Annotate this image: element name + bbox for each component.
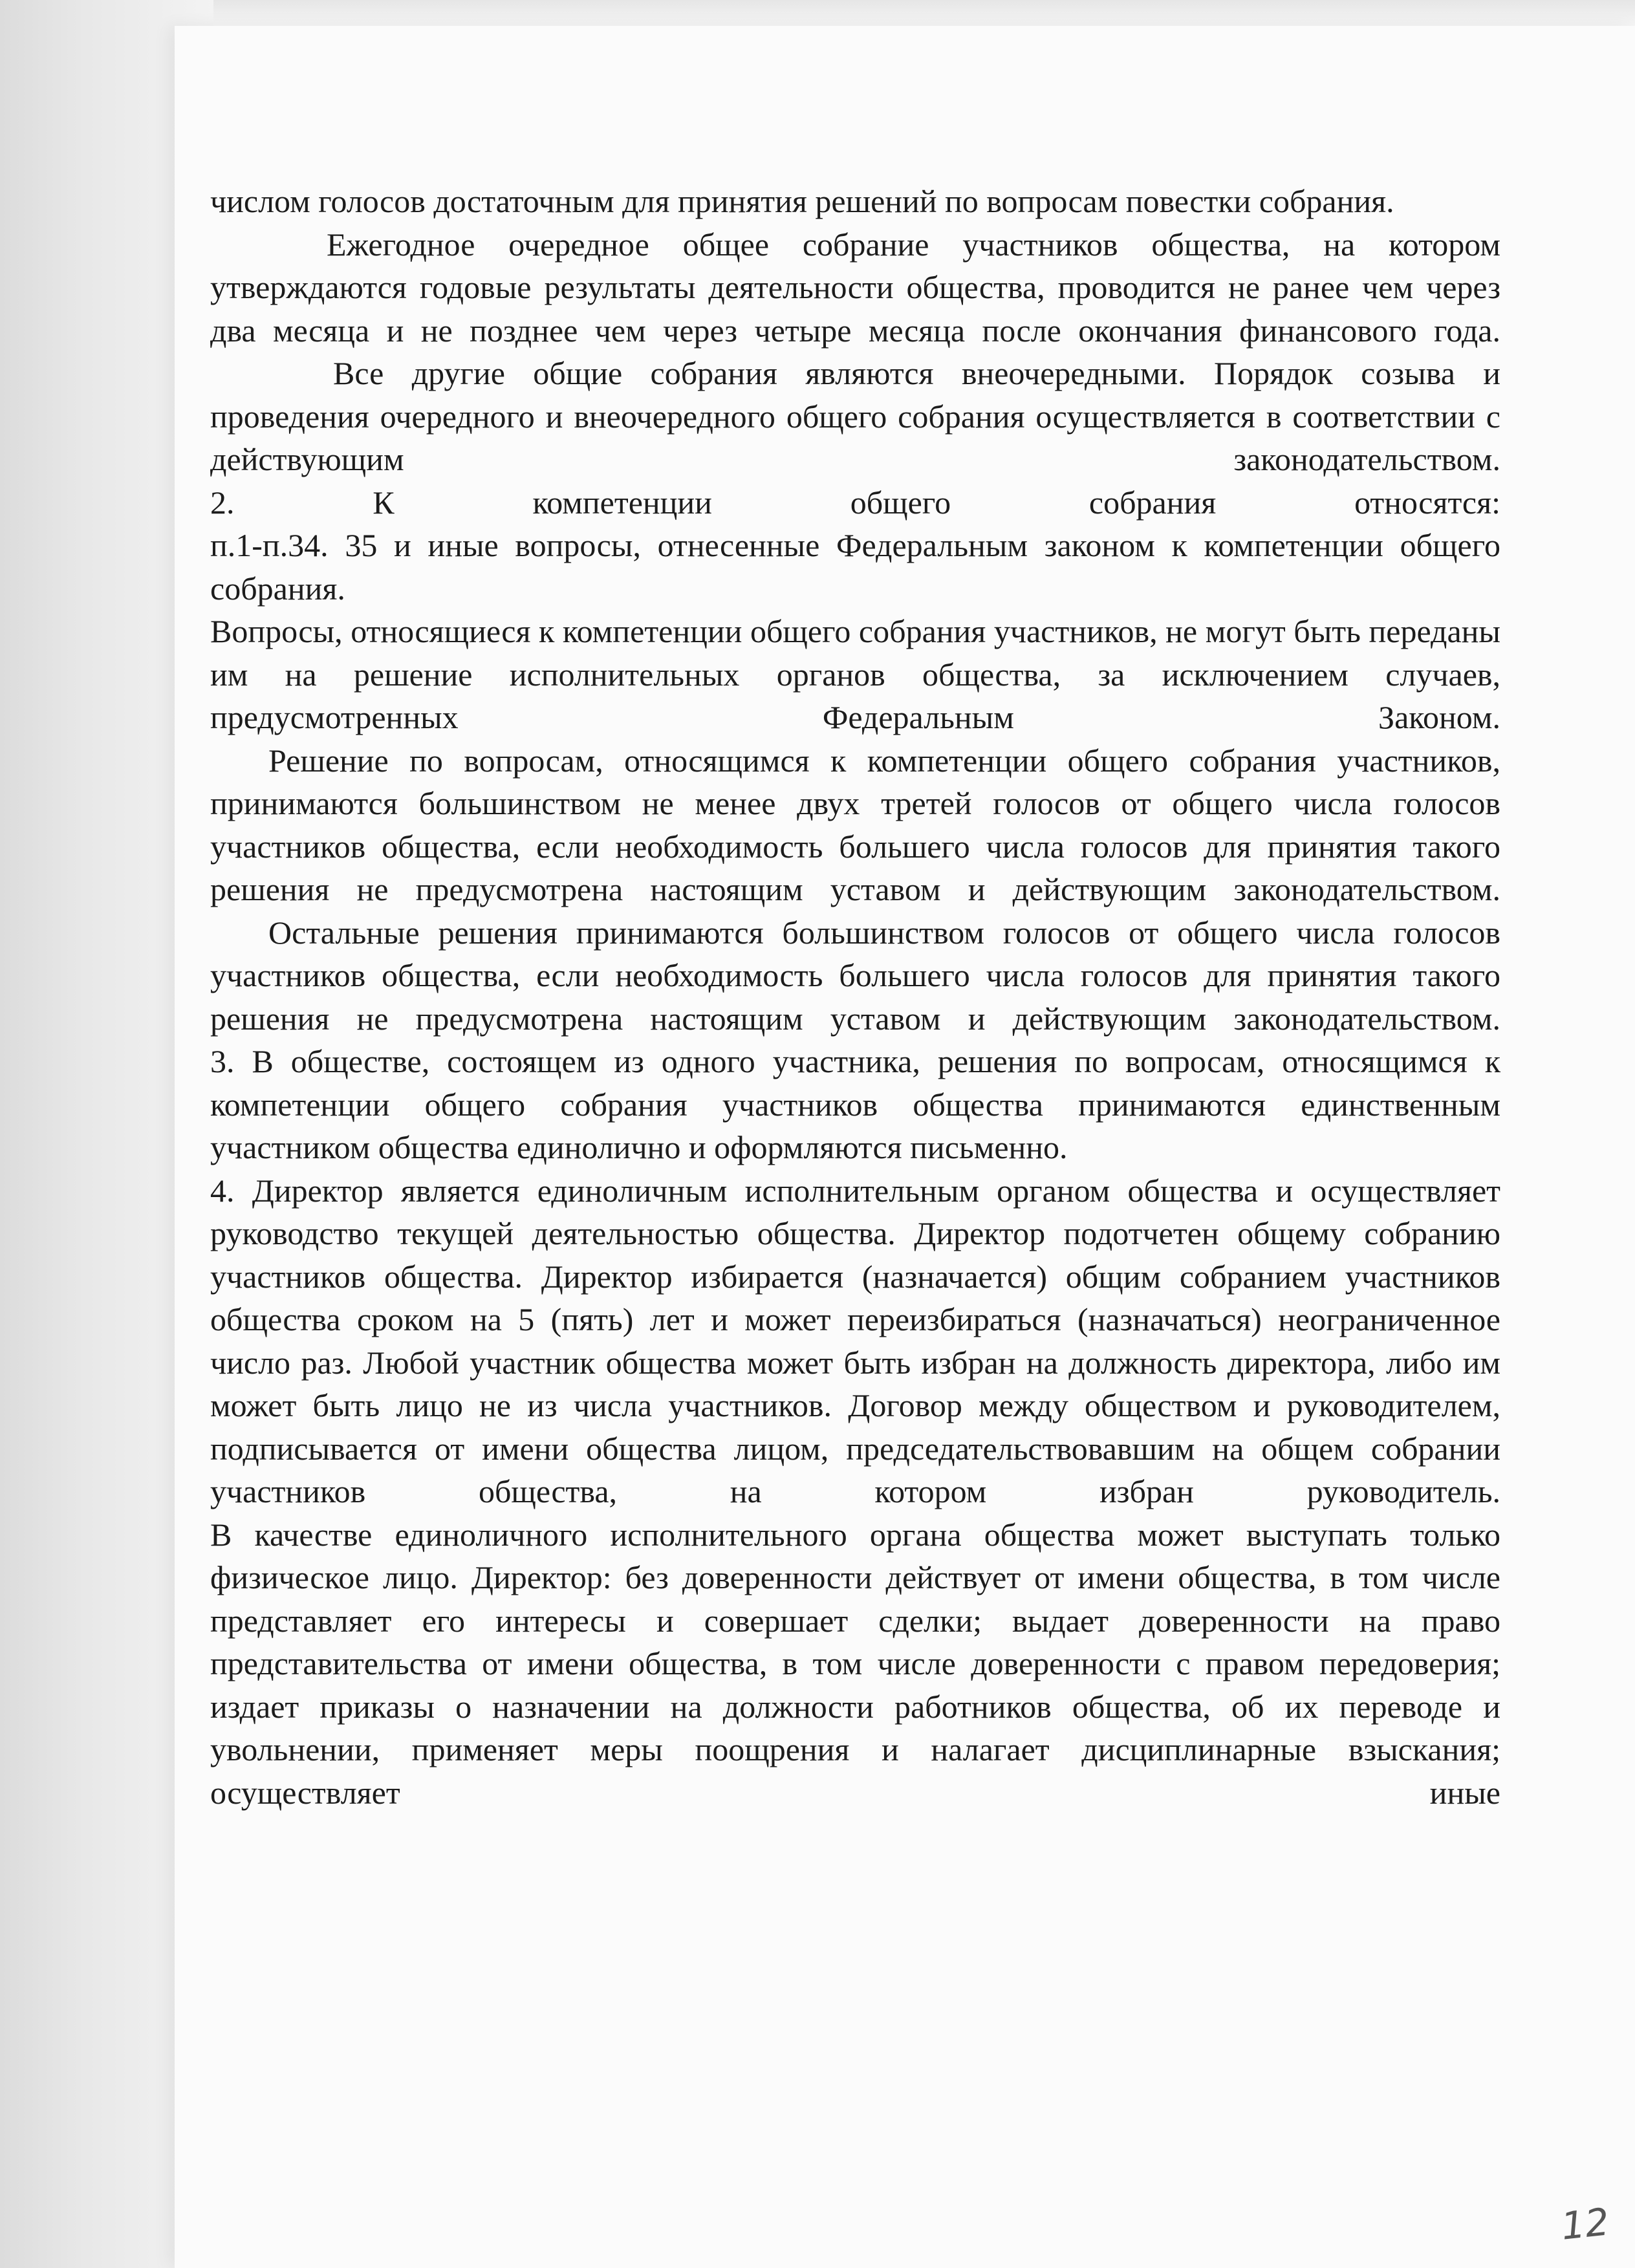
paragraph-8: Остальные решения принимаются большинством голосов от общего числа голосов участников общества, если необходимость большего числа голосов для принятия такого решения не предусмотрена настоящим уставом и действующим законодательством. [210, 914, 1500, 1037]
scan-top-edge [0, 0, 1635, 26]
paragraph-4: 2. К компетенции общего собрания относятся: [210, 484, 1500, 521]
paragraph-11: В качестве единоличного исполнительного органа общества может выступать только физическое лицо. Директор: без доверенности действует от имени общества, в том числе представляет его интересы и совершает сделки; выдает доверенности на право представительства от имени общества, в том числе доверенности с правом передоверия; издает приказы о назначении на должности работников общества, об их переводе и увольнении, применяет меры поощрения и налагает дисциплинарные взыскания; осуществляет иные [210, 1516, 1500, 1811]
paragraph-5: п.1-п.34. 35 и иные вопросы, отнесенные Федеральным законом к компетенции общего собрания. [210, 527, 1500, 607]
paragraph-2: Ежегодное очередное общее собрание участников общества, на котором утверждаются годовые результаты деятельности общества, проводится не ранее чем через два месяца и не позднее чем через четыре месяца после окончания финансового года. [210, 226, 1500, 349]
paragraph-1: числом голосов достаточным для принятия решений по вопросам повестки собрания. [210, 183, 1394, 219]
paragraph-7: Решение по вопросам, относящимся к компетенции общего собрания участников, принимаются большинством не менее двух третей голосов от общего числа голосов участников общества, если необходимость большего числа голосов для принятия такого решения не предусмотрена настоящим уставом и действующим законодательством. [210, 742, 1500, 907]
document-body [210, 180, 1500, 1814]
paragraph-9: 3. В обществе, состоящем из одного участника, решения по вопросам, относящимся к компетенции общего собрания участников общества принимаются единственным участником общества единолично и оформляются письменно. [210, 1043, 1500, 1165]
page-number: 12 [1559, 2199, 1612, 2249]
paragraph-10: 4. Директор является единоличным исполнительным органом общества и осуществляет руководство текущей деятельностью общества. Директор подотчетен общему собранию участников общества. Директор избирается (назначается) общим собранием участников общества сроком на 5 (пять) лет и может переизбираться (назначаться) неограниченное число раз. Любой участник общества может быть избран на должность директора, либо им может быть лицо не из числа участников. Договор между обществом и руководителем, подписывается от имени общества лицом, председательствовавшим на общем собрании участников общества, на котором избран руководитель. [210, 1172, 1500, 1509]
paragraph-3: Все другие общие собрания являются внеочередными. Порядок созыва и проведения очередного и внеочередного общего собрания осуществляется в соответствии с действующим законодательством. [210, 355, 1500, 477]
paragraph-6: Вопросы, относящиеся к компетенции общего собрания участников, не могут быть переданы им на решение исполнительных органов общества, за исключением случаев, предусмотренных Федеральным Законом. [210, 613, 1500, 735]
